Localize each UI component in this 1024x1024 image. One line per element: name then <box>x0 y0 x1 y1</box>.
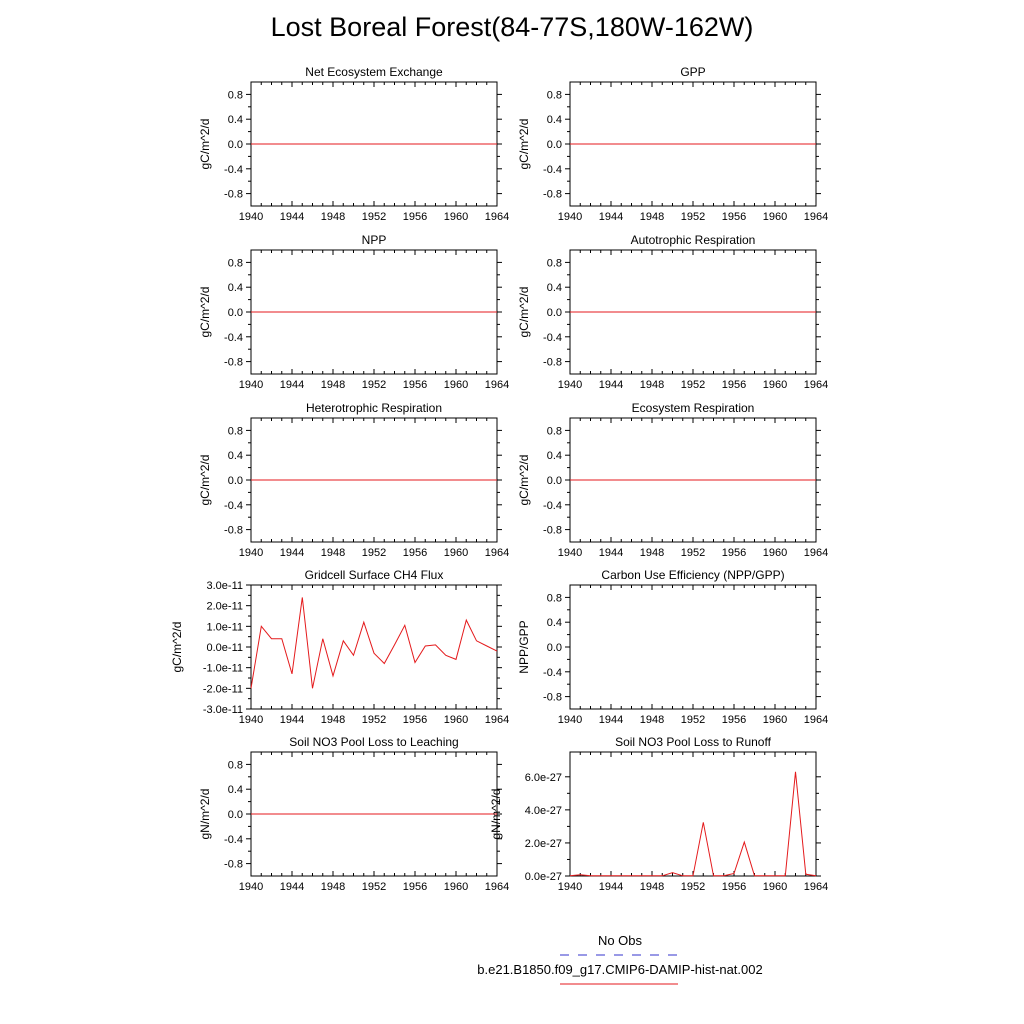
y-tick-label: 0.8 <box>227 425 243 438</box>
x-tick-label: 1948 <box>639 714 665 726</box>
x-tick-label: 1960 <box>762 881 788 893</box>
x-tick-label: 1940 <box>238 881 264 893</box>
x-tick-label: 1940 <box>238 379 264 391</box>
y-axis-label: gC/m^2/d <box>517 118 531 170</box>
y-tick-label: 2.0e-11 <box>206 600 243 613</box>
x-tick-label: 1956 <box>721 714 747 726</box>
y-tick-label: -0.8 <box>224 188 243 201</box>
x-tick-label: 1940 <box>557 379 583 391</box>
panel-title: Ecosystem Respiration <box>631 401 755 415</box>
x-tick-label: 1964 <box>484 379 510 391</box>
y-tick-label: -0.4 <box>543 163 562 176</box>
x-tick-label: 1952 <box>361 379 387 391</box>
panel-title: Carbon Use Efficiency (NPP/GPP) <box>601 568 785 582</box>
y-axis-label: gC/m^2/d <box>198 118 212 170</box>
x-tick-label: 1944 <box>598 881 624 893</box>
x-tick-label: 1964 <box>484 211 510 223</box>
y-tick-label: 0.0 <box>546 307 562 319</box>
x-tick-label: 1960 <box>762 211 788 223</box>
y-tick-label: 0.0 <box>227 139 243 151</box>
y-tick-label: -0.4 <box>543 499 562 512</box>
y-tick-label: 0.8 <box>227 257 243 270</box>
y-tick-label: -0.4 <box>224 833 243 846</box>
y-axis-label: gC/m^2/d <box>170 621 184 673</box>
y-tick-label: -0.4 <box>543 331 562 344</box>
panel-title: Autotrophic Respiration <box>630 233 756 247</box>
x-tick-label: 1956 <box>402 714 428 726</box>
y-tick-label: -1.0e-11 <box>202 662 243 675</box>
y-tick-label: -0.8 <box>224 858 243 871</box>
panel-title: Gridcell Surface CH4 Flux <box>304 568 444 582</box>
x-tick-label: 1952 <box>680 547 706 559</box>
y-tick-label: -3.0e-11 <box>202 704 243 716</box>
plot-frame <box>570 585 816 709</box>
y-tick-label: 0.8 <box>546 89 562 102</box>
x-tick-label: 1956 <box>402 881 428 893</box>
x-tick-label: 1956 <box>402 547 428 559</box>
x-tick-label: 1948 <box>320 211 346 223</box>
y-tick-label: 0.4 <box>227 450 243 463</box>
panel-title: Soil NO3 Pool Loss to Leaching <box>289 735 459 749</box>
y-tick-label: -0.4 <box>224 499 243 512</box>
x-tick-label: 1956 <box>721 379 747 391</box>
x-tick-label: 1944 <box>279 881 305 893</box>
x-tick-label: 1948 <box>320 379 346 391</box>
panel-5 <box>198 401 509 559</box>
x-tick-label: 1940 <box>238 547 264 559</box>
y-tick-label: 2.0e-27 <box>524 837 562 850</box>
y-tick-label: -2.0e-11 <box>202 683 243 696</box>
panel-7 <box>170 568 509 726</box>
y-tick-label: -0.4 <box>224 331 243 344</box>
x-tick-label: 1940 <box>557 714 583 726</box>
y-tick-label: 0.0 <box>546 642 562 654</box>
panel-6 <box>517 401 828 559</box>
panel-2 <box>517 65 828 223</box>
x-tick-label: 1948 <box>639 881 665 893</box>
y-tick-label: -0.8 <box>224 524 243 537</box>
panel-title: GPP <box>680 65 706 79</box>
y-tick-label: 0.4 <box>546 282 562 295</box>
y-tick-label: 0.4 <box>546 617 562 630</box>
x-tick-label: 1956 <box>402 379 428 391</box>
x-tick-label: 1948 <box>320 881 346 893</box>
y-tick-label: 3.0e-11 <box>206 580 243 592</box>
x-tick-label: 1940 <box>557 881 583 893</box>
y-tick-label: 0.0 <box>227 475 243 487</box>
panel-3 <box>198 233 509 391</box>
x-tick-label: 1944 <box>598 547 624 559</box>
plot-frame <box>251 585 497 709</box>
x-tick-label: 1964 <box>484 547 510 559</box>
y-tick-label: 0.0e-27 <box>524 871 562 883</box>
series-line <box>251 597 497 688</box>
y-tick-label: 0.4 <box>227 282 243 295</box>
y-axis-label: gC/m^2/d <box>517 286 531 338</box>
y-tick-label: 0.8 <box>227 759 243 772</box>
x-tick-label: 1944 <box>279 379 305 391</box>
x-tick-label: 1952 <box>680 379 706 391</box>
x-tick-label: 1944 <box>598 714 624 726</box>
x-tick-label: 1960 <box>443 714 469 726</box>
y-tick-label: -0.8 <box>224 356 243 369</box>
y-tick-label: -0.8 <box>543 524 562 537</box>
series-line <box>570 772 816 876</box>
x-tick-label: 1944 <box>279 714 305 726</box>
x-tick-label: 1960 <box>762 379 788 391</box>
x-tick-label: 1960 <box>443 211 469 223</box>
panel-title: Soil NO3 Pool Loss to Runoff <box>615 735 771 749</box>
x-tick-label: 1964 <box>803 714 829 726</box>
y-tick-label: 4.0e-27 <box>524 804 562 817</box>
y-tick-label: 0.0e-11 <box>206 642 243 654</box>
y-axis-label: gC/m^2/d <box>517 454 531 506</box>
y-tick-label: 0.8 <box>546 257 562 270</box>
x-tick-label: 1944 <box>279 547 305 559</box>
panel-10 <box>489 735 828 893</box>
x-tick-label: 1964 <box>803 379 829 391</box>
x-tick-label: 1952 <box>361 881 387 893</box>
x-tick-label: 1964 <box>484 714 510 726</box>
x-tick-label: 1940 <box>238 714 264 726</box>
y-tick-label: -0.4 <box>224 163 243 176</box>
x-tick-label: 1964 <box>484 881 510 893</box>
x-tick-label: 1948 <box>639 547 665 559</box>
y-tick-label: 0.8 <box>227 89 243 102</box>
y-tick-label: 0.0 <box>546 139 562 151</box>
y-tick-label: 0.8 <box>546 425 562 438</box>
x-tick-label: 1952 <box>361 547 387 559</box>
panel-8 <box>517 568 828 726</box>
x-tick-label: 1960 <box>443 379 469 391</box>
x-tick-label: 1956 <box>721 211 747 223</box>
x-tick-label: 1952 <box>680 714 706 726</box>
y-tick-label: -0.4 <box>543 666 562 679</box>
y-tick-label: 0.0 <box>227 307 243 319</box>
panel-title: Heterotrophic Respiration <box>305 401 443 415</box>
y-axis-label: NPP/GPP <box>517 620 531 674</box>
y-tick-label: -0.8 <box>543 691 562 704</box>
y-axis-label: gC/m^2/d <box>198 454 212 506</box>
x-tick-label: 1960 <box>762 714 788 726</box>
x-tick-label: 1948 <box>320 714 346 726</box>
plot-frame <box>570 752 816 876</box>
x-tick-label: 1956 <box>721 881 747 893</box>
x-tick-label: 1964 <box>803 881 829 893</box>
x-tick-label: 1964 <box>803 547 829 559</box>
y-tick-label: 0.4 <box>546 450 562 463</box>
x-tick-label: 1944 <box>279 211 305 223</box>
x-tick-label: 1952 <box>680 211 706 223</box>
x-tick-label: 1960 <box>443 881 469 893</box>
panel-title: Net Ecosystem Exchange <box>305 65 443 79</box>
x-tick-label: 1948 <box>320 547 346 559</box>
x-tick-label: 1948 <box>639 379 665 391</box>
x-tick-label: 1952 <box>680 881 706 893</box>
panel-title: NPP <box>361 233 387 247</box>
x-tick-label: 1948 <box>639 211 665 223</box>
x-tick-label: 1940 <box>238 211 264 223</box>
x-tick-label: 1964 <box>803 211 829 223</box>
x-tick-label: 1940 <box>557 211 583 223</box>
y-tick-label: 0.0 <box>227 809 243 821</box>
x-tick-label: 1956 <box>721 547 747 559</box>
x-tick-label: 1960 <box>762 547 788 559</box>
x-tick-label: 1960 <box>443 547 469 559</box>
y-tick-label: 0.0 <box>546 475 562 487</box>
y-axis-label: gN/m^2/d <box>198 788 212 840</box>
y-tick-label: -0.8 <box>543 188 562 201</box>
x-tick-label: 1952 <box>361 211 387 223</box>
y-axis-label: gN/m^2/d <box>489 788 503 840</box>
x-tick-label: 1956 <box>402 211 428 223</box>
x-tick-label: 1944 <box>598 211 624 223</box>
x-tick-label: 1952 <box>361 714 387 726</box>
y-axis-label: gC/m^2/d <box>198 286 212 338</box>
y-tick-label: 0.8 <box>546 592 562 605</box>
y-tick-label: 0.4 <box>227 784 243 797</box>
x-tick-label: 1944 <box>598 379 624 391</box>
panel-1 <box>198 65 509 223</box>
x-tick-label: 1940 <box>557 547 583 559</box>
panel-4 <box>517 233 828 391</box>
legend-model-label: b.e21.B1850.f09_g17.CMIP6-DAMIP-hist-nat.002 <box>477 962 763 977</box>
legend-obs-label: No Obs <box>597 933 643 948</box>
y-tick-label: 6.0e-27 <box>524 771 562 784</box>
y-tick-label: 0.4 <box>546 114 562 127</box>
y-tick-label: -0.8 <box>543 356 562 369</box>
figure-title: Lost Boreal Forest(84-77S,180W-162W) <box>270 12 754 42</box>
y-tick-label: 1.0e-11 <box>206 621 243 634</box>
y-tick-label: 0.4 <box>227 114 243 127</box>
panel-9 <box>198 735 509 893</box>
